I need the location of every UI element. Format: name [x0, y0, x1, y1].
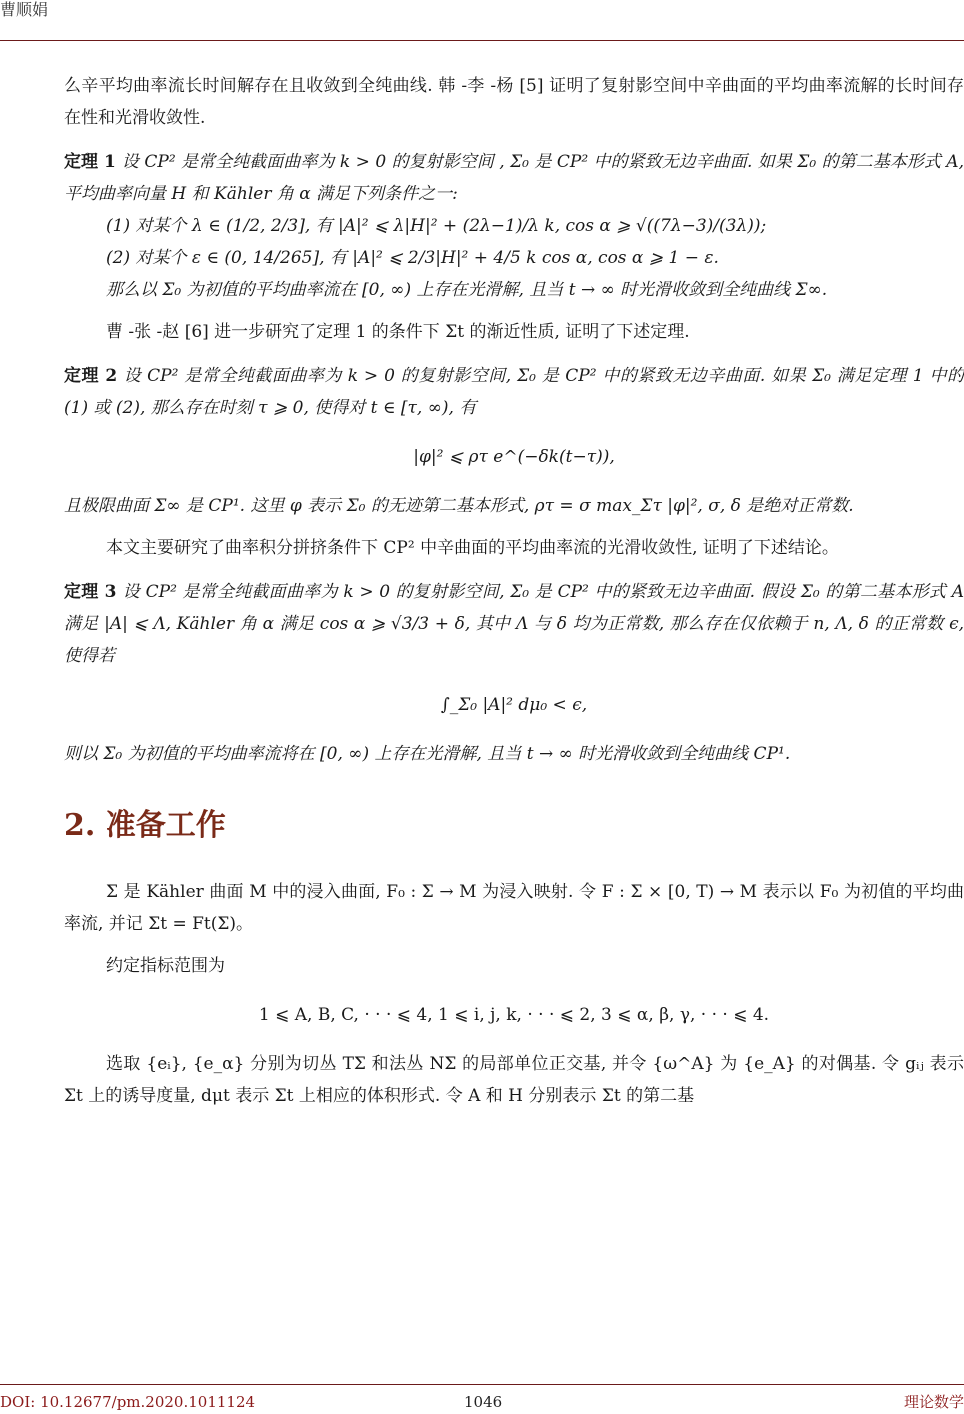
index-range-formula: 1 ⩽ A, B, C, · · · ⩽ 4, 1 ⩽ i, j, k, · · · ⩽ 2, 3 ⩽ α, β, γ, · · · ⩽ 4. [258, 1005, 770, 1025]
paragraph-index-convention: 约定指标范围为 [106, 956, 225, 976]
theorem-3-text: 设 CP² 是常全纯截面曲率为 k > 0 的复射影空间, Σ₀ 是 CP² 中的紧致无边辛曲面. 假设 Σ₀ 的第二基本形式 A 满足 |A| ⩽ Λ, Kähler 角 α 满足 cos α ⩾ √3/3 + δ, 其中 Λ 与 δ 均为正常数, 那么存在仅依赖于 n, Λ, δ 的正常数 ϵ, 使得若 [64, 582, 964, 666]
theorem-3-formula: ∫_Σ₀ |A|² dμ₀ < ϵ, [440, 695, 588, 715]
theorem-2-after: 且极限曲面 Σ∞ 是 CP¹. 这里 φ 表示 Σ₀ 的无迹第二基本形式, ρτ = σ max_Στ |φ|², σ, δ 是绝对正常数. [64, 496, 854, 516]
running-header-author: 曹顺娟 [0, 0, 49, 19]
theorem-1-label: 定理 1 [64, 152, 116, 172]
paragraph-frames: 选取 {eᵢ}, {e_α} 分别为切丛 TΣ 和法丛 NΣ 的局部单位正交基, 并令 {ω^A} 为 {e_A} 的对偶基. 令 gᵢⱼ 表示 Σt 上的诱导度量, dμt 表示 Σt 上相应的体积形式. 令 A 和 H 分别表示 Σt 的第二基 [64, 1054, 964, 1106]
footer-rule [0, 1384, 964, 1385]
theorem-1 [64, 146, 964, 306]
section-heading: 2. 准备工作 [64, 808, 226, 843]
theorem-1-text: 设 CP² 是常全纯截面曲率为 k > 0 的复射影空间 , Σ₀ 是 CP² 中的紧致无边辛曲面. 如果 Σ₀ 的第二基本形式 A, 平均曲率向量 H 和 Kähler 角 α 满足下列条件之一: [64, 152, 964, 204]
theorem-3-after: 则以 Σ₀ 为初值的平均曲率流将在 [0, ∞) 上存在光滑解, 且当 t → ∞ 时光滑收敛到全纯曲线 CP¹. [64, 744, 791, 764]
header-rule [0, 40, 964, 41]
theorem-1-conclusion: 那么以 Σ₀ 为初值的平均曲率流在 [0, ∞) 上存在光滑解, 且当 t → ∞ 时光滑收敛到全纯曲线 Σ∞. [106, 280, 828, 300]
paragraph-intro: 么辛平均曲率流长时间解存在且收敛到全纯曲线. 韩 -李 -杨 [5] 证明了复射影空间中辛曲面的平均曲率流解的长时间存在性和光滑收敛性. [64, 76, 964, 128]
footer-page-number: 1046 [464, 1393, 503, 1411]
theorem-2-formula: |φ|² ⩽ ρτ e^(−δk(t−τ)), [413, 447, 615, 467]
theorem-1-condition-1: (1) 对某个 λ ∈ (1/2, 2/3], 有 |A|² ⩽ λ|H|² + (2λ−1)/λ k, cos α ⩾ √((7λ−3)/(3λ)); [106, 216, 767, 236]
footer-doi-link[interactable]: DOI: 10.12677/pm.2020.1011124 [0, 1393, 256, 1411]
paragraph-main-result-intro: 本文主要研究了曲率积分拼挤条件下 CP² 中辛曲面的平均曲率流的光滑收敛性, 证明了下述结论。 [106, 538, 839, 558]
page-body [64, 70, 964, 1112]
paragraph-theorem2-intro: 曹 -张 -赵 [6] 进一步研究了定理 1 的条件下 Σt 的渐近性质, 证明了下述定理. [106, 322, 690, 342]
theorem-1-condition-2: (2) 对某个 ε ∈ (0, 14/265], 有 |A|² ⩽ 2/3|H|² + 4/5 k cos α, cos α ⩾ 1 − ε. [106, 248, 719, 268]
footer-journal-link[interactable]: 理论数学 [903, 1393, 964, 1411]
theorem-3 [64, 576, 964, 770]
theorem-2-label: 定理 2 [64, 366, 118, 386]
theorem-3-label: 定理 3 [64, 582, 117, 602]
paragraph-setup: Σ 是 Kähler 曲面 M 中的浸入曲面, F₀ : Σ → M 为浸入映射. 令 F : Σ × [0, T) → M 表示以 F₀ 为初值的平均曲率流, 并记 Σt = Ft(Σ)。 [64, 882, 964, 934]
theorem-2-text: 设 CP² 是常全纯截面曲率为 k > 0 的复射影空间, Σ₀ 是 CP² 中的紧致无边辛曲面. 如果 Σ₀ 满足定理 1 中的 (1) 或 (2), 那么存在时刻 τ ⩾ 0, 使得对 t ∈ [τ, ∞), 有 [64, 366, 964, 418]
theorem-2 [64, 360, 964, 522]
